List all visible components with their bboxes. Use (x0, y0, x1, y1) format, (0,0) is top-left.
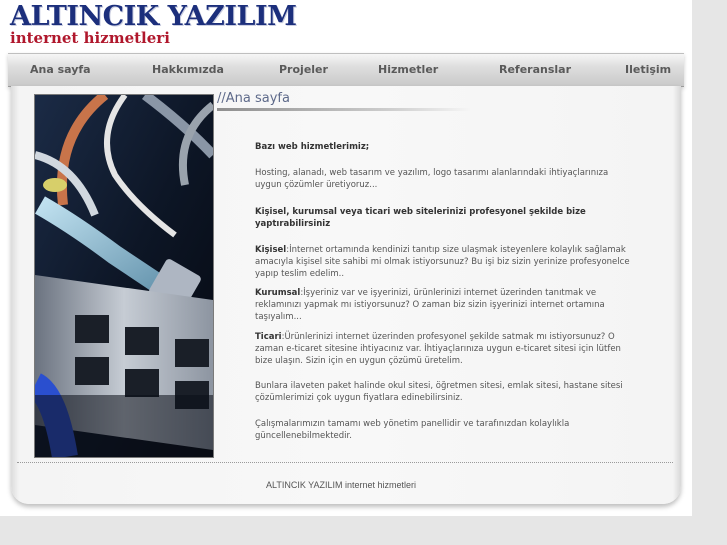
site-logo[interactable] (10, 2, 296, 46)
heading-underline (217, 108, 472, 111)
corporate-label: Kurumsal (255, 288, 301, 298)
logo-subtitle: internet hizmetleri (10, 29, 170, 47)
logo-title: ALTINCIK YAZILIM (10, 1, 297, 32)
main-navigation (8, 53, 684, 87)
personal-label: Kişisel (255, 245, 287, 255)
nav-item-referanslar[interactable]: Referanslar (499, 63, 572, 76)
page-heading: //Ana sayfa (217, 91, 290, 106)
nav-item-iletisim[interactable]: Iletişim (625, 63, 672, 76)
intro-text: Hosting, alanadı, web tasarım ve yazılım, logo tasarımı alanlarındaki ihtiyaçlarınıza uygun çözümler üretiyoruz... (255, 168, 609, 190)
intro-title (255, 141, 630, 153)
footer-divider (17, 462, 673, 463)
headline (255, 206, 630, 230)
intro-title-text: Bazı web hizmetlerimiz; (255, 142, 370, 152)
commerce-text: :Ürünlerinizi internet üzerinden profesyonel şekilde satmak mı istiyorsunuz? O zaman e-ticaret sitesine ihtiyacınız var. İhtiyaçlarınıza uygun e-ticaret sitesi için lütfen bize ulaşın. Sizin için en uygun çözümü üretelim. (255, 332, 621, 366)
commerce-paragraph (255, 331, 630, 367)
footer-text: ALTINCIK YAZILIM internet hizmetleri (266, 480, 417, 490)
commerce-label: Ticari (255, 332, 282, 342)
network-cable-photo (34, 94, 214, 458)
nav-item-hakkimizda[interactable]: Hakkımızda (152, 63, 224, 76)
corporate-paragraph (255, 287, 630, 323)
personal-paragraph (255, 244, 630, 280)
nav-item-projeler[interactable]: Projeler (279, 63, 328, 76)
headline-text: Kişisel, kurumsal veya ticari web sitelerinizi profesyonel şekilde bize yaptırabilirsiniz (255, 207, 586, 229)
panel-paragraph: Çalışmalarımızın tamamı web yönetim panellidir ve tarafınızdan kolaylıkla güncellenebilmektedir. (255, 419, 570, 441)
corporate-text: :İşyeriniz var ve işyerinizi, ürünlerinizi internet üzerinden tanıtmak ve reklamınızı yapmak mı istiyorsunuz? O zaman biz sizin işyerinizi internet ortamına taşıyalım... (255, 288, 605, 322)
nav-item-ana-sayfa[interactable]: Ana sayfa (30, 63, 91, 76)
nav-item-hizmetler[interactable]: Hizmetler (378, 63, 439, 76)
personal-text: :İnternet ortamında kendinizi tanıtıp size ulaşmak isteyenlere kolaylık sağlamak amacıyla kişisel site sahibi mi olmak istiyorsunuz? Bu işi biz sizin yerinize profesyonelce yapıp teslim edelim.. (255, 245, 630, 279)
extra-paragraph: Bunlara ilaveten paket halinde okul sitesi, öğretmen sitesi, emlak sitesi, hastane sitesi çözümlerimizi çok uygun fiyatlara edinebilirsiniz. (255, 381, 623, 403)
